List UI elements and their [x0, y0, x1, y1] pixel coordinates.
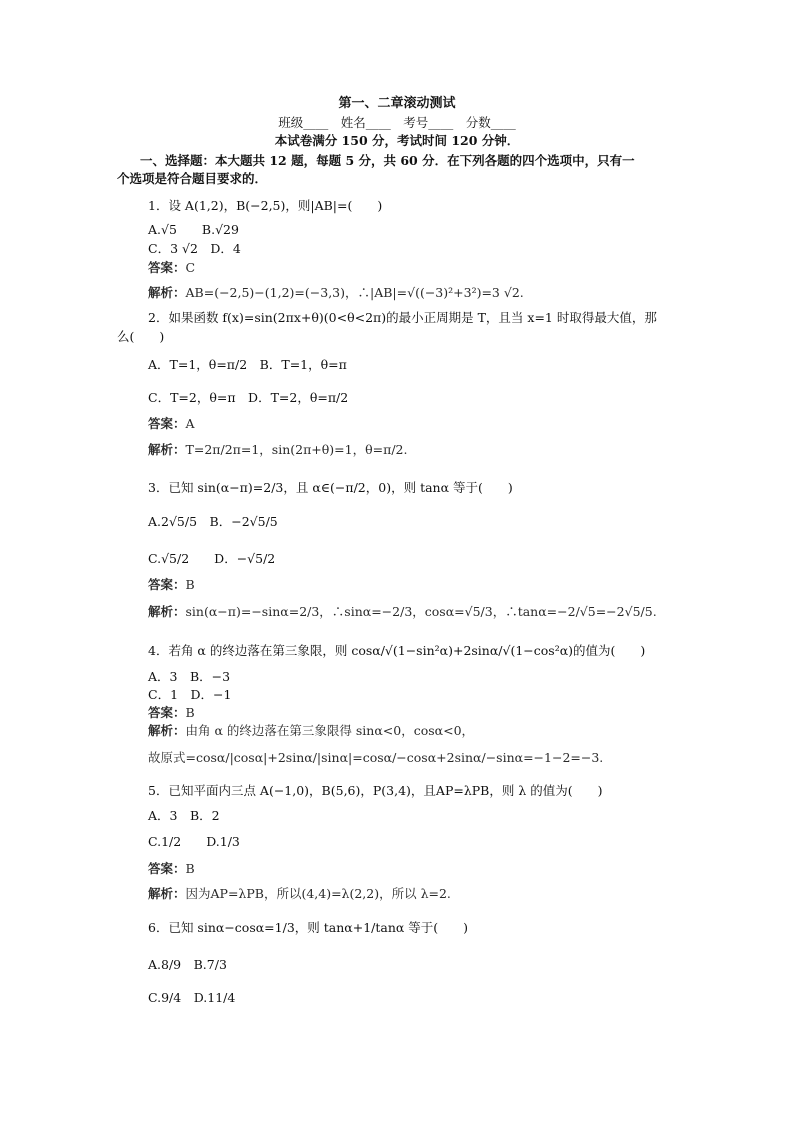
question-1-stem: 1．设 A(1,2)，B(−2,5)，则|AB|=( ) [148, 198, 383, 213]
question-5-stem: 5．已知平面内三点 A(−1,0)，B(5,6)，P(3,4)，且AP=λPB，则 λ 的值为( ) [148, 783, 603, 798]
question-2-stem: 2．如果函数 f(x)=sin(2πx+θ)(0<θ<2π)的最小正周期是 T，且当 x=1 时取得最大值，那 [148, 310, 657, 325]
question-3-options-row-1: A.2√5/5 B．−2√5/5 [148, 514, 278, 529]
question-3-stem: 3．已知 sin(α−π)=2/3，且 α∈(−π/2，0)，则 tanα 等于( ) [148, 480, 513, 495]
question-2-options-row-1: A．T=1，θ=π/2 B．T=1，θ=π [148, 357, 347, 372]
question-2-options-row-2: C．T=2，θ=π D．T=2，θ=π/2 [148, 390, 349, 405]
question-3-options-row-2: C.√5/2 D．−√5/2 [148, 551, 276, 566]
student-info-line: 班级____ 姓名____ 考号____ 分数____ [278, 115, 516, 130]
question-2-answer: 答案：A [148, 416, 195, 431]
question-2-stem-continued: 么( ) [117, 329, 165, 344]
question-5-answer: 答案：B [148, 861, 195, 876]
question-5-analysis: 解析：因为AP=λPB，所以(4,4)=λ(2,2)，所以 λ=2. [148, 886, 451, 901]
question-5-options-row-2: C.1/2 D.1/3 [148, 834, 240, 849]
question-4-analysis-line-2: 故原式=cosα/|cosα|+2sinα/|sinα|=cosα/−cosα+2sinα/−sinα=−1−2=−3. [148, 750, 604, 765]
exam-note: 本试卷满分 150 分，考试时间 120 分钟． [274, 133, 520, 148]
page-title: 第一、二章滚动测试 [338, 96, 456, 111]
question-6-stem: 6．已知 sinα−cosα=1/3，则 tanα+1/tanα 等于( ) [148, 920, 469, 935]
question-4-answer: 答案：B [148, 705, 195, 720]
question-1-options-row-2: C．3 √2 D．4 [148, 241, 241, 256]
question-6-options-row-1: A.8/9 B.7/3 [148, 957, 227, 972]
question-6-options-row-2: C.9/4 D.11/4 [148, 990, 236, 1005]
question-3-answer: 答案：B [148, 577, 195, 592]
section-intro-line-2: 个选项是符合题目要求的． [117, 171, 268, 186]
question-2-analysis: 解析：T=2π/2π=1，sin(2π+θ)=1，θ=π/2. [148, 442, 408, 457]
section-intro-line-1: 一、选择题：本大题共 12 题，每题 5 分，共 60 分．在下列各题的四个选项中，只有一 [140, 153, 635, 168]
question-1-analysis: 解析：AB=(−2,5)−(1,2)=(−3,3)，∴|AB|=√((−3)²+3²)=3 √2. [148, 285, 524, 300]
question-4-analysis-line-1: 解析：由角 α 的终边落在第三象限得 sinα<0，cosα<0， [148, 723, 475, 738]
question-3-analysis: 解析：sin(α−π)=−sinα=2/3，∴sinα=−2/3，cosα=√5/3，∴tanα=−2/√5=−2√5/5. [148, 604, 657, 619]
question-1-answer: 答案：C [148, 260, 196, 275]
question-4-stem: 4．若角 α 的终边落在第三象限，则 cosα/√(1−sin²α)+2sinα/√(1−cos²α)的值为( ) [148, 643, 646, 658]
question-1-options-row-1: A.√5 B.√29 [148, 222, 239, 237]
question-4-options-row-2: C．1 D．−1 [148, 687, 232, 702]
question-5-options-row-1: A．3 B．2 [148, 808, 220, 823]
question-4-options-row-1: A．3 B．−3 [148, 669, 231, 684]
